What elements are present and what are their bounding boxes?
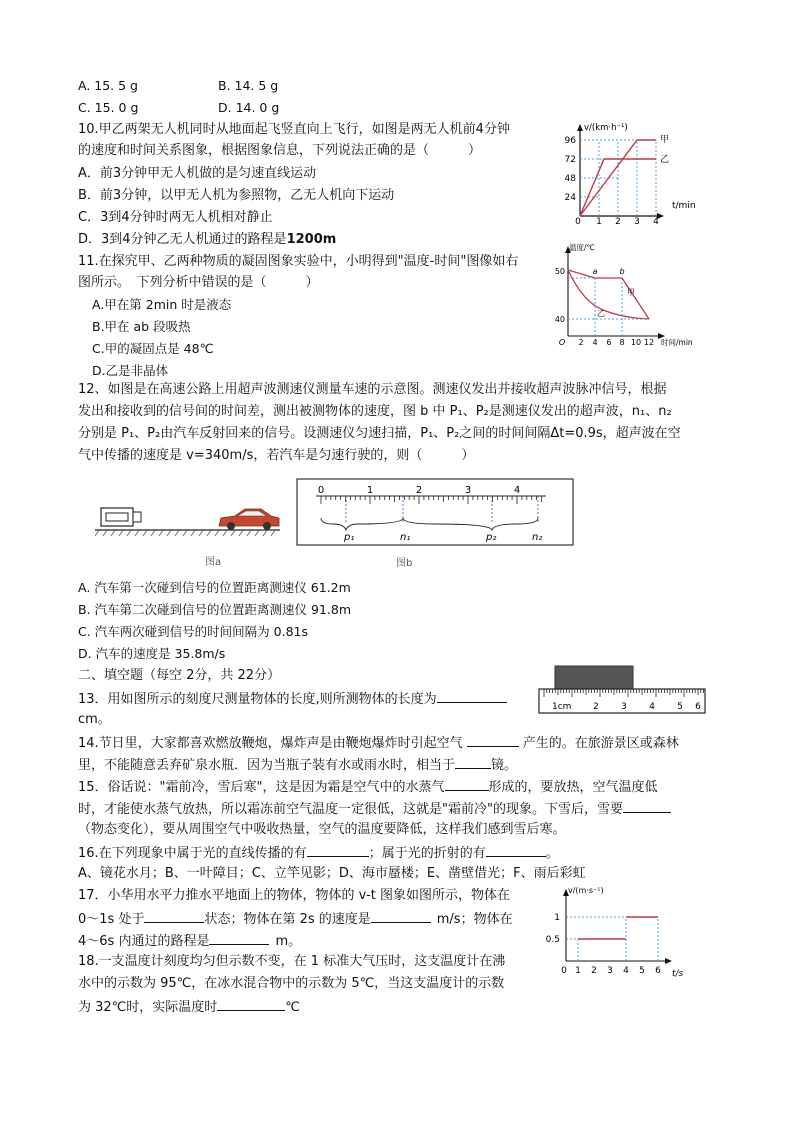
q10-option-c: C．3到4分钟时两无人机相对静止 (78, 210, 273, 225)
q12-figure-a (95, 500, 285, 572)
q9-option-b: B. 14. 5 g (218, 78, 279, 93)
q12-option-b: B. 汽车第二次碰到信号的位置距离测速仪 91.8m (78, 602, 352, 617)
q12-ruler-number: 2 (415, 485, 423, 496)
q10-jia-label: 甲 (660, 135, 670, 145)
q12-option-d: D. 汽车的速度是 35.8m/s (78, 646, 226, 661)
q18-blank[interactable] (217, 996, 285, 1011)
q13-ruler-label: 5 (677, 702, 683, 712)
q17-xtick: 4 (623, 966, 629, 976)
q11-option-c: C.甲的凝固点是 48℃ (92, 341, 214, 356)
q16-blank-1[interactable] (307, 842, 369, 857)
q11-xlabel: 时间/min (661, 338, 693, 347)
q11-yi-label: 乙 (597, 309, 605, 318)
q14-line1: 14.节日里，大家都喜欢燃放鞭炮，爆炸声是由鞭炮爆炸时引起空气 产生的。在旅游景区或森林 (78, 732, 679, 754)
q11-temperature-graph (553, 240, 703, 348)
q12-ruler-number: 4 (513, 485, 521, 496)
q16-blank-2[interactable] (486, 842, 546, 857)
q11-point-a: a (592, 267, 598, 276)
q18-line1: 18.一支温度计刻度均匀但示数不变，在 1 标准大气压时，这支温度计在沸 (78, 954, 506, 969)
q10-xtick: 2 (615, 217, 621, 226)
q12-stem-line2: 发出和接收到的信号间的时间差，测出被测物体的速度，图 b 中 P₁、P₂是测速仪发出的超声波，n₁、n₂ (78, 404, 672, 419)
q13-ruler-label: 2 (593, 702, 599, 712)
q17-line3: 4～6s 内通过的路程是 m。 (78, 930, 301, 952)
q12-ruler-number: 1 (366, 485, 374, 496)
q11-xtick: 10 (630, 338, 642, 347)
q12-stem-line3: 分别是 P₁、P₂由汽车反射回来的信号。设测速仪匀速扫描，P₁、P₂之间的时间间隔Δt=0.9s，超声波在空 (78, 426, 681, 441)
q12-figure-a-caption: 图a (205, 557, 222, 568)
q10-ylabel: v/(km·h⁻¹) (584, 123, 628, 133)
q14-blank-1[interactable] (467, 732, 519, 747)
q12-option-c: C. 汽车两次碰到信号的时间间隔为 0.81s (78, 624, 308, 639)
q17-blank-1[interactable] (144, 908, 204, 923)
q12-ruler-number: 3 (464, 485, 472, 496)
q11-option-a: A.甲在第 2min 时是液态 (92, 297, 232, 312)
q17-blank-2[interactable] (371, 908, 431, 923)
q12-stem-line1: 12、如图是在高速公路上用超声波测速仪测量车速的示意图。测速仪发出并接收超声波脉冲信号，根据 (78, 382, 667, 397)
q9-option-c: C. 15. 0 g (78, 100, 139, 115)
q17-vt-graph (540, 883, 690, 979)
q10-vt-graph (560, 118, 700, 226)
q9-option-d: D. 14. 0 g (218, 100, 280, 115)
q13-ruler-label: 3 (621, 702, 627, 712)
q13-ruler-label: 1cm (552, 702, 572, 712)
q17-blank-3[interactable] (209, 930, 269, 945)
q10-option-b: B．前3分钟，以甲无人机为参照物，乙无人机向下运动 (78, 188, 395, 203)
q16-line2: A、镜花水月；B、一叶障目；C、立竿见影；D、海市蜃楼；E、凿壁借光；F、雨后彩虹 (78, 866, 586, 881)
q17-line2: 0～1s 处于 状态；物体在第 2s 的速度是 m/s；物体在 (78, 908, 513, 930)
q14-blank-2[interactable] (455, 754, 491, 769)
q13-measured-object (555, 666, 633, 689)
q11-xtick: 6 (606, 338, 612, 347)
q18-line3: 为 32℃时，实际温度时 ℃ (78, 996, 300, 1018)
q10-stem-line2: 的速度和时间关系图象，根据图象信息，下列说法正确的是（ ） (78, 143, 482, 158)
q15-line3: （物态变化），要从周围空气中吸收热量，空气的温度要降低，这样我们感到雪后寒。 (78, 822, 566, 837)
q11-xtick: 2 (578, 338, 584, 347)
q11-ylabel: 温度/℃ (569, 243, 595, 252)
q12-figure-b (296, 478, 576, 574)
q10-ytick: 96 (564, 136, 576, 146)
q12-ruler-number: 0 (317, 485, 325, 496)
q17-ytick: 1 (554, 913, 560, 923)
q17-xlabel: t/s (672, 969, 684, 979)
q15-line1: 15．俗话说："霜前冷，雪后寒"，这是因为霜是空气中的水蒸气 形成的，要放热，空气温度低 (78, 776, 658, 798)
q10-xlabel: t/min (672, 201, 696, 211)
q12-label-p1: p₁ (344, 532, 355, 543)
q12-label-p2: p₂ (486, 532, 497, 543)
section-2-heading: 二、填空题（每空 2分，共 22分） (78, 668, 281, 683)
q10-xtick: 4 (653, 217, 659, 226)
q17-xtick: 3 (607, 966, 613, 976)
q10-ytick: 48 (564, 174, 576, 184)
q14-line2: 里，不能随意丢弃矿泉水瓶．因为当瓶子装有水或雨水时，相当于 镜。 (78, 754, 517, 776)
q17-xtick: 5 (639, 966, 645, 976)
q11-option-b: B.甲在 ab 段吸热 (92, 319, 191, 334)
q13-answer-blank[interactable] (437, 688, 507, 703)
q10-xtick: 1 (596, 217, 602, 226)
q10-xtick: 3 (634, 217, 640, 226)
q15-blank-1[interactable] (445, 776, 489, 791)
q13-ruler-label: 6 (695, 702, 701, 712)
q11-ytick: 40 (554, 315, 565, 324)
q13-line1: 13．用如图所示的刻度尺测量物体的长度,则所测物体的长度为 (78, 688, 507, 710)
q10-stem-line1: 10.甲乙两架无人机同时从地面起飞竖直向上飞行，如图是两无人机前4分钟 (78, 122, 510, 137)
q16-line1: 16.在下列现象中属于光的直线传播的有 ；属于光的折射的有 。 (78, 842, 559, 864)
q11-origin: O (558, 338, 566, 347)
q13-ruler-figure (538, 663, 708, 715)
q15-line2: 时，才能使水蒸气放热，所以霜冻前空气温度一定很低，这就是"霜前冷"的现象。下雪后，雪要 (78, 798, 671, 820)
q10-ytick: 72 (564, 155, 576, 165)
q10-yi-label: 乙 (660, 155, 670, 165)
q12-label-n2: n₂ (532, 532, 543, 543)
q11-xtick: 12 (643, 338, 655, 347)
q12-figure-b-caption: 图b (396, 558, 413, 569)
q17-line1: 17．小华用水平力推水平地面上的物体，物体的 v-t 图象如图所示，物体在 (78, 888, 510, 903)
q10-option-d: D．3到4分钟乙无人机通过的路程是1200m (78, 232, 337, 247)
q17-ylabel: v/(m·s⁻¹) (568, 886, 604, 895)
q9-option-a: A. 15. 5 g (78, 78, 138, 93)
q12-stem-line4: 气中传播的速度是 v=340m/s，若汽车是匀速行驶的，则（ ） (78, 448, 475, 463)
q17-xtick: 2 (591, 966, 597, 976)
q17-xtick: 0 (561, 966, 567, 976)
q11-stem-line2: 图所示。 下列分析中错误的是（ ） (78, 275, 319, 290)
q10-origin: 0 (575, 217, 581, 226)
q18-line2: 水中的示数为 95℃，在冰水混合物中的示数为 5℃，当这支温度计的示数 (78, 976, 505, 991)
car-icon (219, 509, 279, 530)
q11-option-d: D.乙是非晶体 (92, 363, 169, 378)
q17-xtick: 6 (655, 966, 661, 976)
q17-ytick: 0.5 (545, 935, 560, 945)
q10-option-a: A．前3分钟甲无人机做的是匀速直线运动 (78, 166, 317, 181)
q17-xtick: 1 (575, 966, 581, 976)
q11-xtick: 4 (592, 338, 598, 347)
q11-ytick: 50 (554, 267, 565, 276)
q11-stem-line1: 11.在探究甲、乙两种物质的凝固图象实验中，小明得到"温度-时间"图像如右 (78, 254, 519, 269)
q11-jia-label: 甲 (627, 288, 635, 297)
q12-label-n1: n₁ (400, 532, 411, 543)
q11-point-b: b (619, 267, 625, 276)
q11-xtick: 8 (619, 338, 625, 347)
q13-ruler-label: 4 (649, 702, 655, 712)
q10-ytick: 24 (564, 193, 576, 203)
q12-option-a: A. 汽车第一次碰到信号的位置距离测速仪 61.2m (78, 580, 351, 595)
q13-line2: cm。 (78, 712, 111, 727)
q15-blank-2[interactable] (623, 798, 671, 813)
